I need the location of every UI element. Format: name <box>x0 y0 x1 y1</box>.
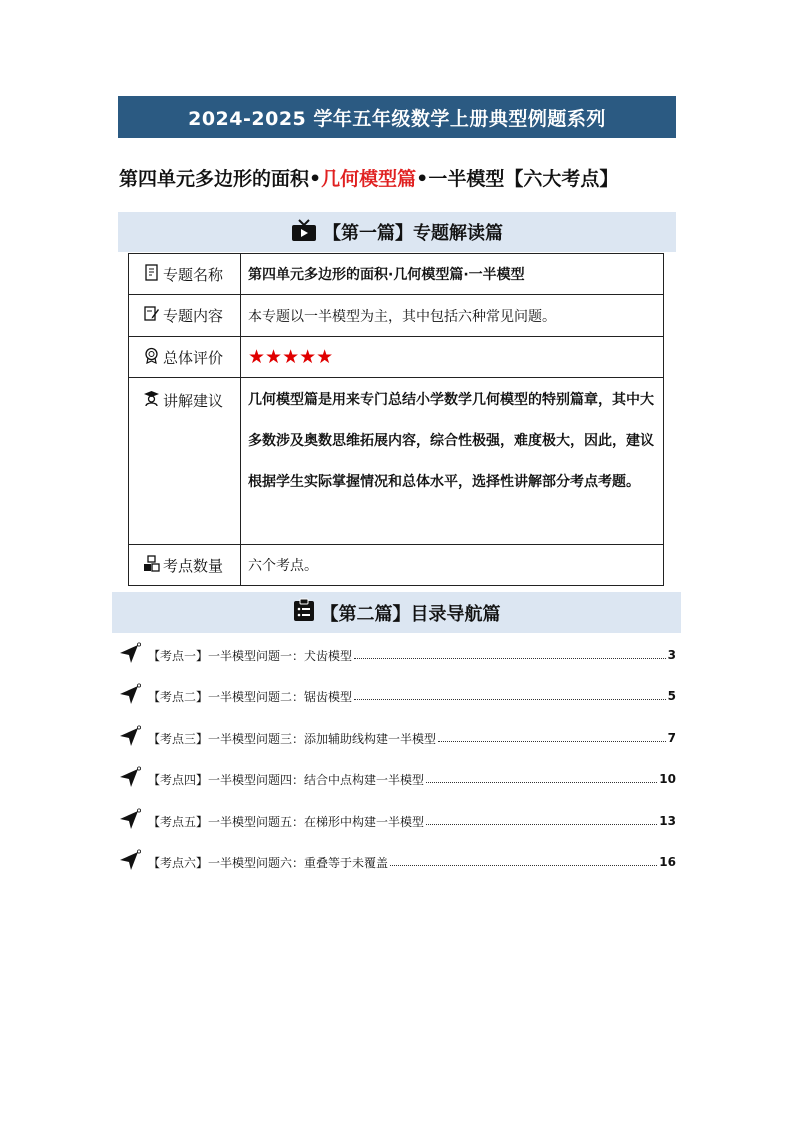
row-label: 讲解建议 <box>163 392 224 410</box>
toc-page-number: 3 <box>667 648 676 662</box>
navigation-arrow-icon <box>118 725 148 752</box>
toc-entry[interactable] <box>118 808 676 834</box>
navigation-arrow-icon <box>118 849 148 876</box>
row-label: 总体评价 <box>163 348 224 367</box>
row-label: 专题名称 <box>163 265 224 284</box>
leader-dots <box>426 824 657 825</box>
toc-page-number: 7 <box>667 731 676 745</box>
section-header-1 <box>118 212 676 252</box>
toc-entry-text: 【考点六】一半模型问题六：重叠等于未覆盖 <box>148 855 389 870</box>
toc-page-number: 13 <box>659 814 676 828</box>
teaching-advice-value: 几何模型篇是用来专门总结小学数学几何模型的特别篇章，其中大多数涉及奥数思维拓展内容，综合性极强，难度极大，因此，建议根据学生实际掌握情况和总体水平，选择性讲解部分考点考题。 <box>248 392 654 490</box>
badge-icon <box>143 347 163 368</box>
toc-entry[interactable] <box>118 642 676 668</box>
toc-entry[interactable] <box>118 683 676 709</box>
toc-page-number: 10 <box>659 772 676 786</box>
leader-dots <box>354 699 666 700</box>
table-row <box>129 337 664 378</box>
topic-count-value: 六个考点。 <box>248 558 318 574</box>
table-row <box>129 295 664 337</box>
teacher-icon <box>143 390 163 411</box>
toc-entry-text: 【考点五】一半模型问题五：在梯形中构建一半模型 <box>148 814 425 829</box>
clipboard-icon <box>293 598 321 627</box>
toc-entry-text: 【考点一】一半模型问题一：犬齿模型 <box>148 648 353 663</box>
page-title <box>119 160 679 194</box>
toc-entry[interactable] <box>118 766 676 792</box>
table-row <box>129 545 664 586</box>
table-row <box>129 254 664 295</box>
table-row <box>129 378 664 545</box>
leader-dots <box>438 741 666 742</box>
blocks-icon <box>143 555 163 576</box>
leader-dots <box>426 782 657 783</box>
tv-icon <box>291 218 323 247</box>
title-part-1: 第四单元多边形的面积• <box>119 167 322 190</box>
series-banner: 2024-2025 学年五年级数学上册典型例题系列 <box>118 96 676 138</box>
toc-entry[interactable] <box>118 725 676 751</box>
edit-icon <box>143 305 163 326</box>
navigation-arrow-icon <box>118 683 148 710</box>
navigation-arrow-icon <box>118 642 148 669</box>
document-icon <box>143 264 163 285</box>
row-label: 专题内容 <box>163 307 224 325</box>
topic-info-table <box>128 253 664 586</box>
toc-page-number: 16 <box>659 855 676 869</box>
toc-page-number: 5 <box>667 689 676 703</box>
rating-stars: ★★★★★ <box>248 346 334 368</box>
row-label: 考点数量 <box>163 556 224 575</box>
toc-entry-text: 【考点四】一半模型问题四：结合中点构建一半模型 <box>148 772 425 787</box>
navigation-arrow-icon <box>118 808 148 835</box>
title-part-3: •一半模型【六大考点】 <box>416 167 619 190</box>
section-header-2 <box>112 592 681 633</box>
section-1-label: 【第一篇】专题解读篇 <box>323 223 503 244</box>
topic-content-value: 本专题以一半模型为主，其中包括六种常见问题。 <box>248 308 556 325</box>
topic-name-value: 第四单元多边形的面积·几何模型篇·一半模型 <box>248 267 525 283</box>
toc-entry-text: 【考点三】一半模型问题三：添加辅助线构建一半模型 <box>148 731 437 746</box>
navigation-arrow-icon <box>118 766 148 793</box>
leader-dots <box>354 658 666 659</box>
leader-dots <box>390 865 657 866</box>
toc-entry-text: 【考点二】一半模型问题二：锯齿模型 <box>148 689 353 704</box>
toc-entry[interactable] <box>118 849 676 875</box>
title-highlight: 几何模型篇 <box>321 167 417 190</box>
section-2-label: 【第二篇】目录导航篇 <box>320 603 501 625</box>
